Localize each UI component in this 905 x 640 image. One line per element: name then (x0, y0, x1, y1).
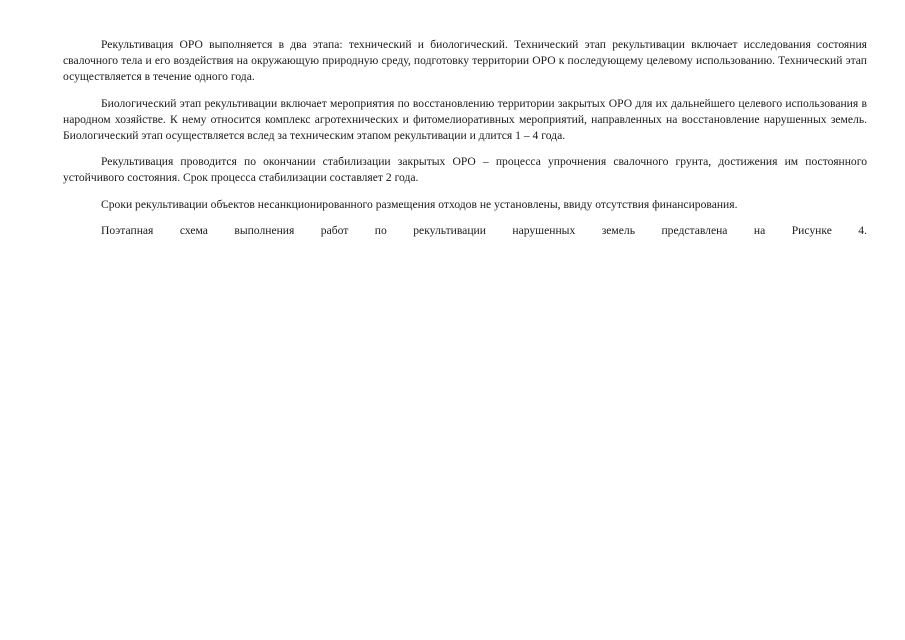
paragraph-unauthorized-sites: Сроки рекультивации объектов несанкционированного размещения отходов не установлены, ввиду отсутствия финансирования. (101, 197, 738, 211)
paragraph-biological-stage: Биологический этап рекультивации включает мероприятия по восстановлению территории закрытых ОРО для их дальнейшего целевого использования в народном хозяйстве. К нему относится комплекс агротехнических и фитомелиоративных мероприятий, направленных на восстановление нарушенных земель. Биологический этап осуществляется вслед за техническим этапом рекультивации и длится 1 – 4 года. (63, 96, 867, 143)
paragraph-stabilization: Рекультивация проводится по окончании стабилизации закрытых ОРО – процесса упрочнения свалочного грунта, достижения им постоянного устойчивого состояния. Срок процесса стабилизации составляет 2 года. (63, 155, 867, 185)
paragraph-reclamation-stages: Рекультивация ОРО выполняется в два этапа: технический и биологический. Технический этап рекультивации включает исследования состояния свалочного тела и его воздействия на окружающую природную среду, подготовку территории ОРО к последующему целевому использованию. Технический этап осуществляется в течение одного года. (63, 38, 867, 84)
paragraph-figure-reference: Поэтапная схема выполнения работ по рекультивации нарушенных земель представлена на Рисунке 4. (101, 223, 867, 237)
document-body (63, 37, 867, 249)
